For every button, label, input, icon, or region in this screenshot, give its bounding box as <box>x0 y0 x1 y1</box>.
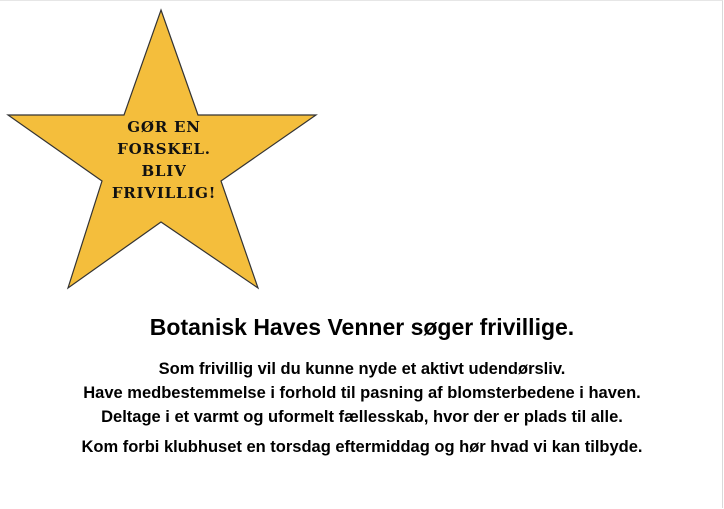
star-callout <box>98 116 230 204</box>
body-line: Have medbestemmelse i forhold til pasning af blomsterbedene i haven. <box>83 384 641 402</box>
star-line: BLIV <box>141 162 187 180</box>
body-line: Kom forbi klubhuset en torsdag eftermiddag og hør hvad vi kan tilbyde. <box>81 438 643 456</box>
star-line: FRIVILLIG! <box>111 184 217 202</box>
headline: Botanisk Haves Venner søger frivillige. <box>149 314 575 340</box>
body-text <box>0 358 724 460</box>
body-line: Som frivillig vil du kunne nyde et aktivt udendørsliv. <box>158 360 566 378</box>
star-line: GØR EN <box>127 118 201 136</box>
star-line: FORSKEL. <box>117 140 211 158</box>
body-line: Deltage i et varmt og uformelt fællesskab, hvor der er plads til alle. <box>101 408 623 426</box>
